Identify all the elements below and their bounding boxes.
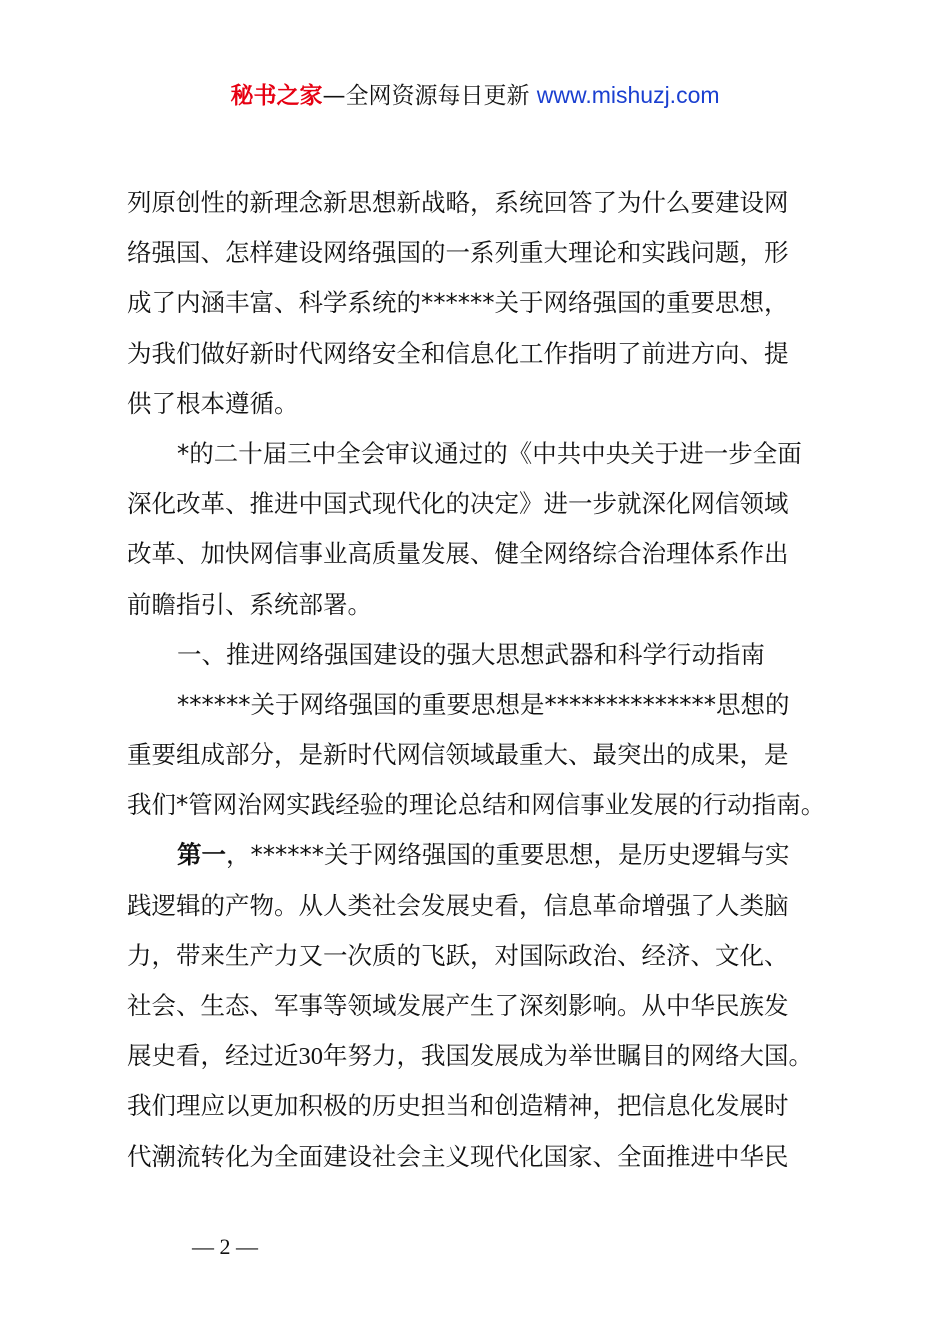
brand-name: 秘书之家: [230, 83, 323, 109]
text-segment: 年努力，我国发展成为举世瞩目的网络大国。: [323, 1041, 813, 1071]
text-line: *的二十届三中全会审议通过的《中共中央关于进一步全面: [177, 438, 802, 468]
text-line: 深化改革、推进中国式现代化的决定》进一步就深化网信领域: [127, 489, 789, 519]
text-line: [127, 1031, 837, 1081]
text-line: ******关于网络强国的重要思想是**************思想的: [177, 689, 790, 719]
section-heading: 一、推进网络强国建设的强大思想武器和科学行动指南: [177, 639, 765, 669]
text-line: 为我们做好新时代网络安全和信息化工作指明了前进方向、提: [127, 338, 789, 368]
text-line: 力，带来生产力又一次质的飞跃，对国际政治、经济、文化、: [127, 940, 789, 970]
site-header: [0, 78, 950, 113]
text-line: 代潮流转化为全面建设社会主义现代化国家、全面推进中华民: [127, 1141, 789, 1171]
text-line: 践逻辑的产物。从人类社会发展史看，信息革命增强了人类脑: [127, 890, 789, 920]
document-body: [127, 178, 837, 1182]
text-segment: 展史看，经过近: [127, 1041, 299, 1071]
year-count: 30: [298, 1043, 323, 1071]
text-line: 我们理应以更加积极的历史担当和创造精神，把信息化发展时: [127, 1091, 789, 1121]
header-tagline: —全网资源每日更新: [322, 83, 530, 109]
text-line: 列原创性的新理念新思想新战略，系统回答了为什么要建设网: [127, 188, 789, 217]
page-number: — 2 —: [192, 1234, 258, 1259]
text-line: 供了根本遵循。: [127, 388, 299, 418]
text-line: 改革、加快网信事业高质量发展、健全网络综合治理体系作出: [127, 539, 789, 569]
text-line: 重要组成部分，是新时代网信领域最重大、最突出的成果，是: [127, 740, 789, 770]
site-url[interactable]: www.mishuzj.com: [536, 82, 720, 108]
text-line: [127, 830, 837, 880]
text-segment: ，******关于网络强国的重要思想，是历史逻辑与实: [226, 840, 790, 870]
text-line: 络强国、怎样建设网络强国的一系列重大理论和实践问题，形: [127, 238, 789, 268]
text-line: 我们*管网治网实践经验的理论总结和网信事业发展的行动指南。: [127, 790, 826, 820]
text-line: 社会、生态、军事等领域发展产生了深刻影响。从中华民族发: [127, 991, 789, 1020]
point-label: 第一: [177, 840, 226, 870]
text-line: 前瞻指引、系统部署。: [127, 589, 372, 619]
text-line: 成了内涵丰富、科学系统的******关于网络强国的重要思想，: [127, 288, 789, 318]
